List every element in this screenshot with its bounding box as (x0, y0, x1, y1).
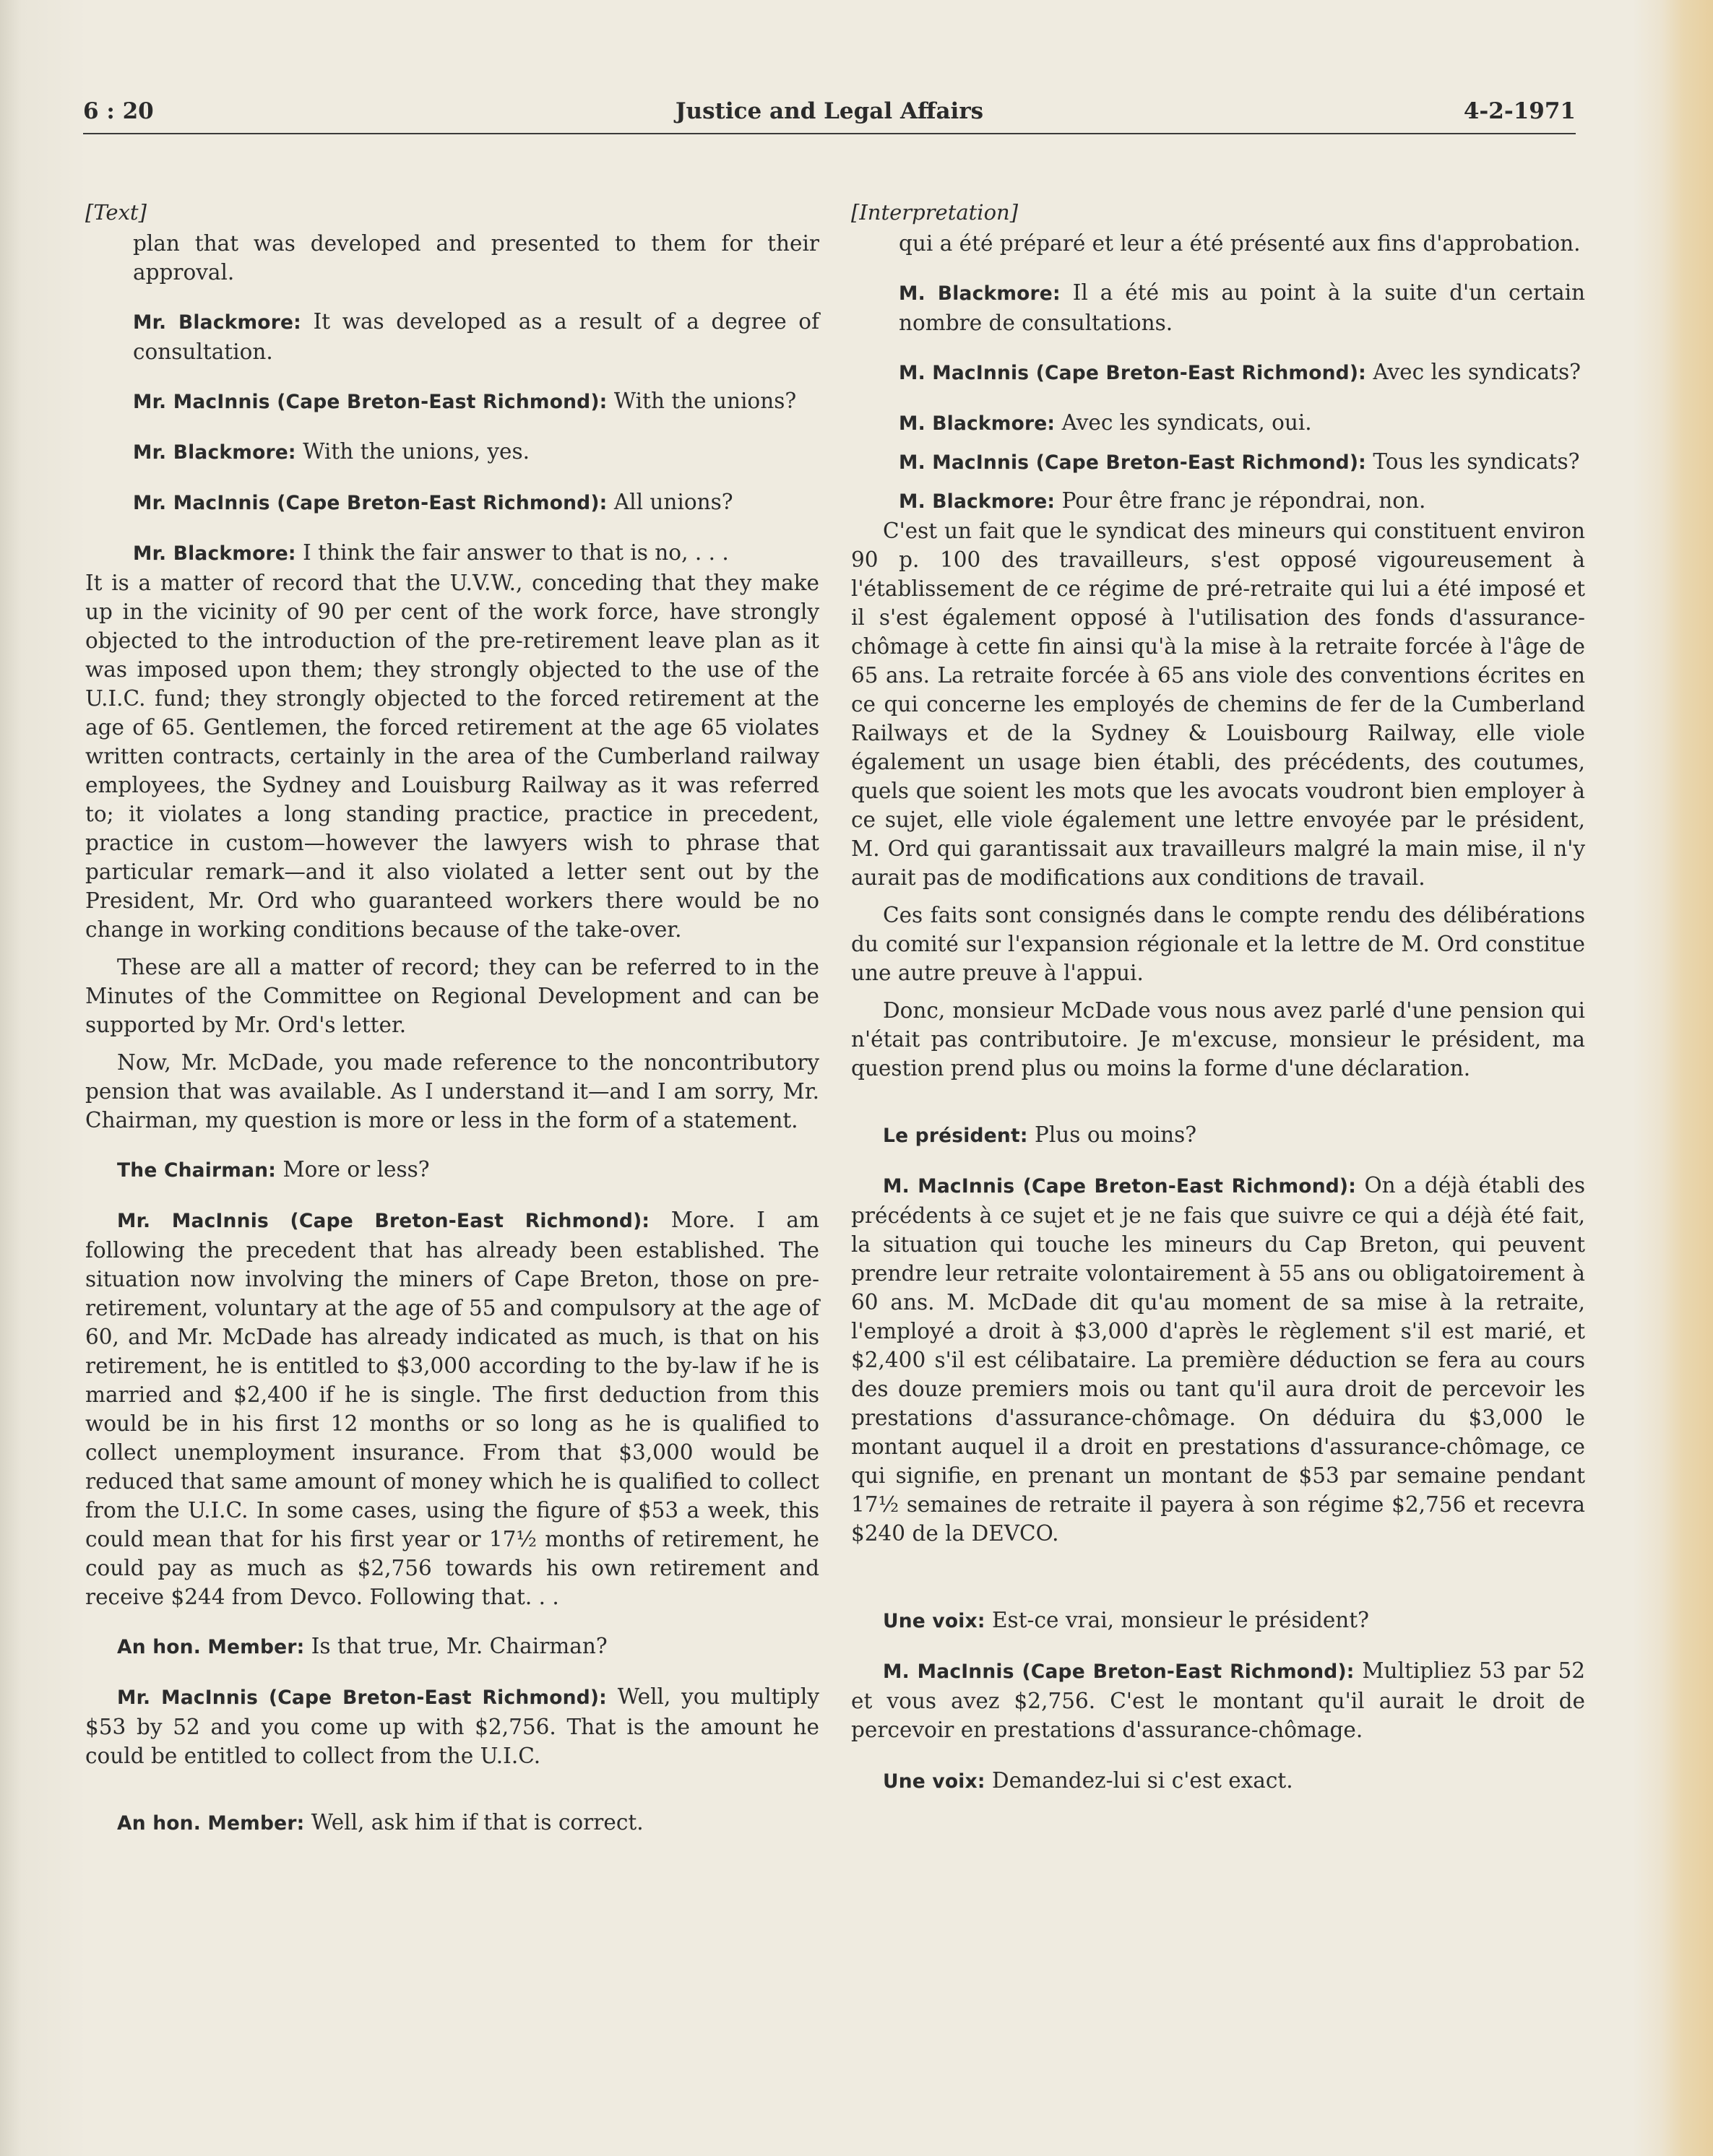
paragraph: Ces faits sont consignés dans le compte rendu des délibérations du comité sur l'expansion régionale et la lettre de M. Ord constitue une autre preuve à l'appui. (851, 903, 1585, 985)
speaker-name: An hon. Member: (117, 1812, 305, 1835)
speech (85, 307, 819, 366)
speech (851, 408, 1585, 438)
speech-text: Pour être franc je répondrai, non. (1055, 488, 1426, 513)
speech (85, 1632, 819, 1662)
english-column (85, 199, 819, 1838)
speaker-name: M. MacInnis (Cape Breton-East Richmond): (899, 362, 1366, 384)
speaker-name: An hon. Member: (117, 1636, 305, 1658)
speech-text: Is that true, Mr. Chairman? (304, 1634, 608, 1658)
speech (85, 1808, 819, 1838)
column-label: [Interpretation] (851, 200, 1019, 225)
speech (85, 1205, 819, 1611)
speaker-name: Mr. MacInnis (Cape Breton-East Richmond): (133, 391, 608, 413)
speech-text: Il a été mis au point à la suite d'un certain nombre de consultations. (899, 280, 1586, 335)
speech-text: Tous les syndicats? (1365, 449, 1580, 474)
speech-text: Plus ou moins? (1027, 1122, 1197, 1147)
speech (851, 447, 1585, 477)
column-label: [Text] (85, 200, 147, 225)
french-column (851, 199, 1585, 1796)
page-header (83, 95, 1576, 134)
speaker-name: Mr. Blackmore: (133, 542, 296, 565)
speech-text: Est-ce vrai, monsieur le président? (985, 1608, 1369, 1632)
speech (851, 1120, 1585, 1151)
page-number: 6 : 20 (83, 98, 154, 124)
speaker-name: The Chairman: (117, 1159, 277, 1182)
speaker-name: Une voix: (883, 1770, 985, 1793)
speech-text: Demandez-lui si c'est exact. (985, 1768, 1293, 1793)
speaker-name: Le président: (883, 1125, 1028, 1147)
speech (851, 1766, 1585, 1796)
speaker-name: Mr. Blackmore: (133, 441, 296, 464)
speech-text: More or less? (276, 1157, 430, 1182)
speaker-name: M. MacInnis (Cape Breton-East Richmond): (883, 1175, 1357, 1198)
speaker-name: M. MacInnis (Cape Breton-East Richmond): (899, 451, 1366, 474)
speaker-name: M. Blackmore: (899, 412, 1056, 435)
speech (85, 386, 819, 417)
speech-text: It was developed as a result of a degree of consultation. (133, 309, 819, 364)
speech (851, 358, 1585, 388)
quoted-paragraph: It is a matter of record that the U.V.W., conceding that they make up in the vicinity of 90 per cent of the work force, have strongly objected to the introduction of the pre-retirement leave plan as it was imposed upon them; they strongly objected to the use of the U.I.C. fund; they strongly objected to the forced retirement at the age of 65. Gentlemen, the forced retirement at the age 65 violates written contracts, certainly in the area of the Cumberland railway employees, the Sydney and Louisburg Railway as it was referred to; it violates a long standing practice, practice in precedent, practice in custom—however the lawyers wish to phrase that particular remark—and it also violated a letter sent out by the President, Mr. Ord who guaranteed workers there would be no change in working conditions because of the take-over. (85, 571, 819, 942)
speaker-name: Mr. Blackmore: (133, 311, 301, 334)
speech-text: With the unions, yes. (295, 439, 530, 464)
speech-text: On a déjà établi des précédents à ce sujet et je ne fais que suivre ce qui a déjà été fait, la situation qui touche les mineurs du Cap Breton, qui peuvent prendre leur retraite volontairement à 55 ans ou obligatoirement à 60 ans. M. McDade dit qu'au moment de sa mise à la retraite, l'employé a droit à $3,000 d'après le règlement s'il est marié, et $2,400 s'il est célibataire. La première déduction se fera au cours des douze premiers mois ou tant qu'il aura droit de percevoir les prestations d'assurance-chômage. On déduira du $3,000 le montant auquel il a droit en prestations d'assurance-chômage, ce qui signifie, en prenant un montant de $53 par semaine pendant 17½ semaines de retraite il payera à son régime $2,756 et recevra $240 de la DEVCO. (851, 1173, 1586, 1546)
speech (85, 1155, 819, 1185)
speaker-name: Mr. MacInnis (Cape Breton-East Richmond): (117, 1210, 650, 1232)
speaker-name: M. Blackmore: (899, 490, 1056, 513)
speech-text: Avec les syndicats? (1365, 360, 1581, 384)
speech-text: Multipliez 53 par 52 et vous avez $2,756. C'est le montant qu'il aurait le droit de percevoir en prestations d'assurance-chômage. (851, 1658, 1585, 1742)
speech-text: All unions? (607, 490, 733, 514)
speech-text: Well, you multiply $53 by 52 and you come up with $2,756. That is the amount he could be entitled to collect from the U.I.C. (85, 1684, 819, 1768)
speaker-name: M. MacInnis (Cape Breton-East Richmond): (883, 1661, 1355, 1683)
speech (851, 486, 1585, 516)
speech (851, 1606, 1585, 1636)
speech-text: I think the fair answer to that is no, . . . (295, 540, 729, 565)
speech (851, 1171, 1585, 1548)
header-date: 4-2-1971 (1463, 98, 1576, 124)
paragraph: Donc, monsieur McDade vous nous avez parlé d'une pension qui n'était pas contributoire. Je m'excuse, monsieur le président, ma question prend plus ou moins la forme d'une déclaration. (851, 998, 1585, 1081)
speech-text: More. I am following the precedent that has already been established. The situation now involving the miners of Cape Breton, those on pre-retirement, voluntary at the age of 55 and compulsory at the age of 60, and Mr. McDade has already indicated as much, is that on his retirement, he is entitled to $3,000 according to the by-law if he is married and $2,400 if he is single. The first deduction from this would be in his first 12 months or so long as he is qualified to collect unemployment insurance. From that $3,000 would be reduced that same amount of money which he is qualified to collect from the U.I.C. In some cases, using the figure of $53 a week, this could mean that for his first year or 17½ months of retirement, he could pay as much as $2,756 towards his own retirement and receive $244 from Devco. Following that. . . (85, 1208, 819, 1609)
paragraph: plan that was developed and presented to them for their approval. (133, 231, 819, 285)
speech (85, 488, 819, 518)
speech (851, 278, 1585, 337)
speech (85, 437, 819, 467)
speech (851, 1656, 1585, 1744)
speaker-name: Une voix: (883, 1610, 985, 1632)
paragraph: qui a été préparé et leur a été présenté aux fins d'approbation. (899, 231, 1581, 256)
speech-text: With the unions? (607, 389, 797, 413)
speech (85, 1682, 819, 1770)
speech-text: Well, ask him if that is correct. (304, 1810, 644, 1835)
speech (85, 538, 819, 568)
paragraph: These are all a matter of record; they can be referred to in the Minutes of the Committee on Regional Development and can be supported by Mr. Ord's letter. (85, 955, 819, 1037)
speaker-name: Mr. MacInnis (Cape Breton-East Richmond): (117, 1687, 607, 1709)
running-title: Justice and Legal Affairs (675, 98, 984, 124)
paragraph: C'est un fait que le syndicat des mineurs qui constituent environ 90 p. 100 des travailleurs, s'est opposé vigoureusement à l'établissement de ce régime de pré-retraite qui lui a été imposé et il s'est également opposé à l'utilisation des fonds d'assurance-chômage à cette fin ainsi qu'à la mise à la retraite forcée à l'âge de 65 ans. La retraite forcée à 65 ans viole des conventions écrites en ce qui concerne les employés de chemins de fer de la Cumberland Railways et de la Sydney & Louisbourg Railway, elle viole également un usage bien établi, des précédents, des coutumes, quels que soient les mots que les avocats voudront bien employer à ce sujet, elle viole également une lettre envoyée par le président, M. Ord qui garantissait aux travailleurs malgré la main mise, il n'y aurait pas de modifications aux conditions de travail. (851, 519, 1585, 890)
speaker-name: M. Blackmore: (899, 282, 1061, 305)
paragraph: Now, Mr. McDade, you made reference to the noncontributory pension that was available. As I understand it—and I am sorry, Mr. Chairman, my question is more or less in the form of a statement. (85, 1050, 819, 1133)
speech-text: Avec les syndicats, oui. (1055, 410, 1312, 435)
speaker-name: Mr. MacInnis (Cape Breton-East Richmond): (133, 492, 608, 514)
